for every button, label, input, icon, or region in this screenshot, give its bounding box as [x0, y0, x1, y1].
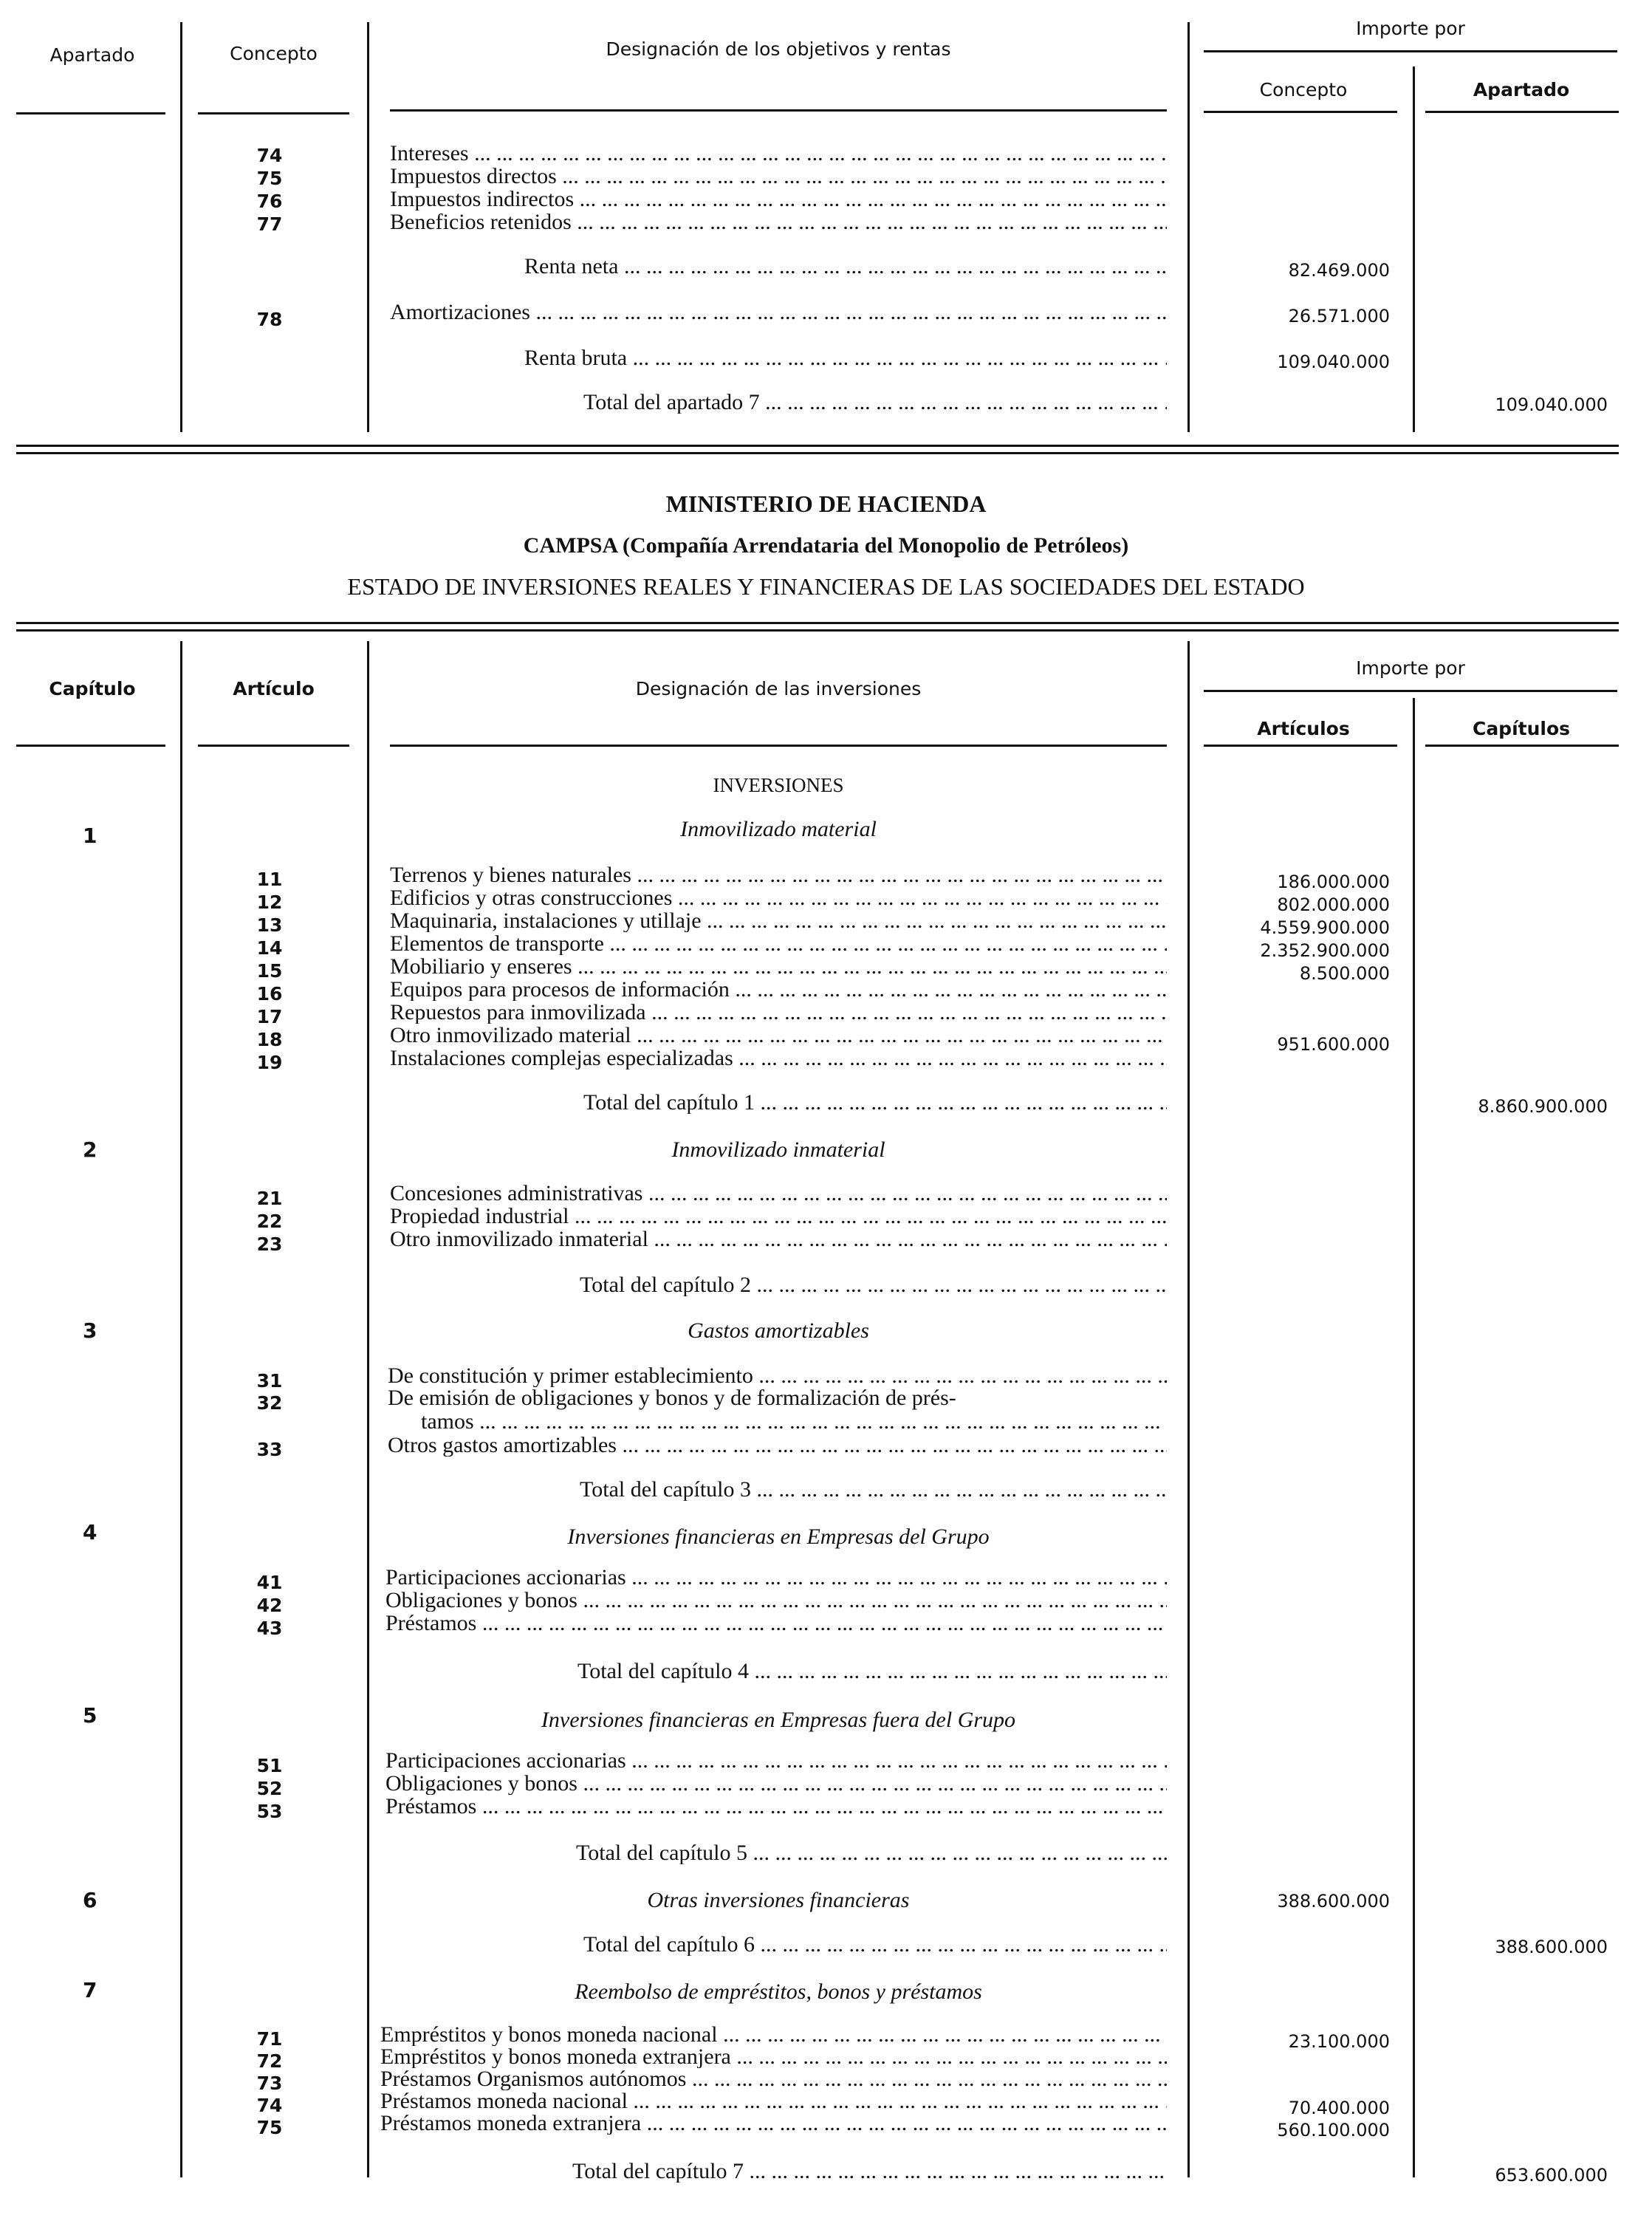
- row-label: Impuestos directos ... .: [390, 165, 1167, 188]
- divider: [180, 641, 182, 2177]
- row-label: Maquinaria, instalaciones y utillaje ... .: [390, 910, 1167, 932]
- header-col-concepto: Concepto: [1259, 79, 1348, 100]
- row-label: Préstamos ... .: [385, 1612, 1167, 1635]
- row-code: 21: [256, 1188, 283, 1209]
- amortizaciones-amount: 26.571.000: [1288, 306, 1390, 326]
- total-apartado-label: Total del apartado 7 ... .: [583, 391, 1167, 414]
- chapter-total-label: Total del capítulo 4 ... .: [577, 1660, 1167, 1683]
- row-code: 41: [256, 1572, 283, 1593]
- chapter-total-amount: 388.600.000: [1495, 1937, 1608, 1957]
- row-label: Intereses ... .: [390, 143, 1167, 165]
- header-apartado: Apartado: [49, 44, 135, 66]
- row-code: 76: [256, 191, 283, 212]
- row-label: Participaciones accionarias ... .: [385, 1567, 1167, 1589]
- row-amount: 186.000.000: [1277, 872, 1390, 892]
- row-label: Beneficios retenidos ... .: [390, 211, 1167, 233]
- divider: [390, 109, 1167, 112]
- header-importe-por: Importe por: [1356, 18, 1465, 39]
- row-label: Préstamos Organismos autónomos ... .: [380, 2068, 1167, 2090]
- row-code: 73: [256, 2073, 283, 2094]
- chapter-title: Reembolso de empréstitos, bonos y préstamos: [575, 1979, 982, 2004]
- chapter-title: Inversiones financieras en Empresas del Grupo: [567, 1524, 990, 1549]
- row-code: 43: [256, 1618, 283, 1639]
- header-col-apartado: Apartado: [1473, 79, 1570, 100]
- header-concepto: Concepto: [230, 43, 318, 64]
- row-label: Impuestos indirectos ... .: [390, 188, 1167, 211]
- divider: [367, 641, 369, 2177]
- chapter-total-amount: 8.860.900.000: [1478, 1096, 1608, 1117]
- divider: [1204, 111, 1397, 113]
- renta-neta-amount: 82.469.000: [1288, 260, 1390, 281]
- chapter-total-amount: 653.600.000: [1495, 2165, 1608, 2186]
- row-label: Obligaciones y bonos ... .: [385, 1773, 1167, 1795]
- chapter-number: 7: [83, 1978, 97, 2002]
- divider: [1204, 50, 1617, 52]
- row-label: Otro inmovilizado inmaterial ... .: [390, 1228, 1167, 1250]
- separator-rule: [16, 629, 1619, 632]
- statement-title: ESTADO DE INVERSIONES REALES Y FINANCIERAS DE LAS SOCIEDADES DEL ESTADO: [347, 573, 1305, 600]
- row-code: 72: [256, 2050, 283, 2072]
- header-importe-por: Importe por: [1356, 657, 1465, 679]
- row-code: 33: [256, 1439, 283, 1460]
- header-col-capitulos: Capítulos: [1472, 718, 1571, 739]
- row-code: 12: [256, 892, 283, 913]
- chapter-total-label: Total del capítulo 7 ... .: [572, 2160, 1167, 2183]
- header-designacion: Designación de las inversiones: [635, 678, 922, 699]
- chapter-number: 4: [83, 1520, 97, 1544]
- chapter-number: 2: [83, 1137, 97, 1162]
- row-amount: 951.600.000: [1277, 1034, 1390, 1055]
- row-code: 51: [256, 1755, 283, 1776]
- row-code: 11: [256, 869, 283, 890]
- chapter-total-label: Total del capítulo 1 ... .: [583, 1092, 1167, 1114]
- row-code: 14: [256, 937, 283, 959]
- row-label: Otros gastos amortizables ... .: [388, 1434, 1167, 1457]
- row-label: Concesiones administrativas ... .: [390, 1183, 1167, 1205]
- chapter-total-label: Total del capítulo 3 ... .: [580, 1479, 1167, 1501]
- row-amount: 4.559.900.000: [1260, 917, 1390, 938]
- chapter-number: 3: [83, 1318, 97, 1343]
- row-label: Repuestos para inmovilizada ... .: [390, 1002, 1167, 1024]
- row-code: 71: [256, 2028, 283, 2050]
- chapter-title: Inversiones financieras en Empresas fuera del Grupo: [541, 1708, 1016, 1732]
- divider: [16, 112, 165, 114]
- divider: [1425, 111, 1619, 113]
- renta-bruta-label: Renta bruta ... .: [524, 347, 1167, 369]
- separator-rule: [16, 445, 1619, 447]
- chapter-title-amount: 388.600.000: [1277, 1891, 1390, 1912]
- row-amount: 2.352.900.000: [1260, 940, 1390, 961]
- row-label: De constitución y primer establecimiento ... .: [388, 1365, 1167, 1387]
- row-label: Empréstitos y bonos moneda nacional ... .: [380, 2024, 1167, 2046]
- divider: [1413, 698, 1415, 2177]
- row-label: Obligaciones y bonos ... .: [385, 1589, 1167, 1612]
- row-label: Equipos para procesos de información ... .: [390, 979, 1167, 1001]
- row-code: 17: [256, 1006, 283, 1027]
- renta-neta-label: Renta neta ... .: [524, 256, 1167, 278]
- row-code: 42: [256, 1595, 283, 1616]
- chapter-total-label: Total del capítulo 5 ... .: [576, 1842, 1167, 1864]
- row-label: De emisión de obligaciones y bonos y de formalización de prés-: [388, 1386, 956, 1410]
- divider: [198, 112, 349, 114]
- chapter-total-label: Total del capítulo 6 ... .: [583, 1934, 1167, 1956]
- row-amount: 8.500.000: [1299, 963, 1390, 984]
- section-title: INVERSIONES: [713, 774, 844, 796]
- row-code: 13: [256, 914, 283, 936]
- amortizaciones-label: Amortizaciones ... .: [390, 301, 1167, 324]
- divider: [1425, 745, 1619, 747]
- separator-rule: [16, 452, 1619, 454]
- row-label: Terrenos y bienes naturales ... .: [390, 864, 1167, 886]
- row-code: 15: [256, 960, 283, 982]
- divider: [1187, 641, 1190, 2177]
- company-title: CAMPSA (Compañía Arrendataria del Monopolio de Petróleos): [523, 533, 1129, 558]
- divider: [390, 745, 1167, 747]
- divider: [1204, 690, 1617, 692]
- row-code: 22: [256, 1211, 283, 1232]
- row-label: Empréstitos y bonos moneda extranjera ... .: [380, 2046, 1167, 2068]
- chapter-title: Gastos amortizables: [688, 1318, 869, 1343]
- header-designacion: Designación de los objetivos y rentas: [606, 38, 951, 60]
- chapter-title: Otras inversiones financieras: [647, 1888, 910, 1912]
- ministry-title: MINISTERIO DE HACIENDA: [665, 490, 987, 517]
- row-code: 52: [256, 1778, 283, 1799]
- row-code: 78: [256, 309, 283, 330]
- chapter-title: Inmovilizado inmaterial: [671, 1137, 885, 1162]
- row-amount: 560.100.000: [1277, 2120, 1390, 2140]
- row-label: Mobiliario y enseres ... .: [390, 956, 1167, 978]
- row-code: 77: [256, 213, 283, 235]
- row-label: Préstamos moneda extranjera ... .: [380, 2112, 1167, 2135]
- header-capitulo: Capítulo: [49, 678, 136, 699]
- row-code: 31: [256, 1370, 283, 1392]
- divider: [198, 745, 349, 747]
- row-amount: 70.400.000: [1288, 2098, 1390, 2118]
- row-code: 75: [256, 2117, 283, 2138]
- row-code: 23: [256, 1233, 283, 1255]
- divider: [1187, 22, 1190, 432]
- divider: [1413, 66, 1415, 432]
- chapter-title: Inmovilizado material: [680, 817, 877, 841]
- divider: [367, 22, 369, 432]
- row-code: 19: [256, 1052, 283, 1073]
- separator-rule: [16, 622, 1619, 624]
- row-label: Préstamos ... .: [385, 1796, 1167, 1818]
- divider: [180, 22, 182, 432]
- header-articulo: Artículo: [233, 678, 315, 699]
- chapter-number: 5: [83, 1703, 97, 1728]
- divider: [16, 745, 165, 747]
- row-code: 74: [256, 145, 283, 166]
- chapter-number: 6: [83, 1888, 97, 1912]
- row-code: 32: [256, 1392, 283, 1414]
- row-code: 74: [256, 2095, 283, 2116]
- header-col-articulos: Artículos: [1257, 718, 1350, 739]
- row-label: Instalaciones complejas especializadas ... .: [390, 1047, 1167, 1070]
- row-label: Edificios y otras construcciones ... .: [390, 887, 1167, 909]
- row-code: 16: [256, 983, 283, 1005]
- row-amount: 802.000.000: [1277, 894, 1390, 915]
- row-code: 75: [256, 168, 283, 189]
- row-label: Otro inmovilizado material ... .: [390, 1024, 1167, 1047]
- row-label: Préstamos moneda nacional ... .: [380, 2090, 1167, 2112]
- row-code: 53: [256, 1801, 283, 1822]
- divider: [1204, 745, 1397, 747]
- chapter-total-label: Total del capítulo 2 ... .: [580, 1274, 1167, 1296]
- row-label: Participaciones accionarias ... .: [385, 1750, 1167, 1772]
- row-code: 18: [256, 1029, 283, 1050]
- row-amount: 23.100.000: [1288, 2031, 1390, 2052]
- row-label: Propiedad industrial ... .: [390, 1205, 1167, 1228]
- row-label-continued: tamos ... .: [421, 1411, 1167, 1433]
- chapter-number: 1: [83, 824, 97, 848]
- total-apartado-amount: 109.040.000: [1495, 394, 1608, 415]
- renta-bruta-amount: 109.040.000: [1277, 352, 1390, 372]
- row-label: Elementos de transporte ... .: [390, 933, 1167, 955]
